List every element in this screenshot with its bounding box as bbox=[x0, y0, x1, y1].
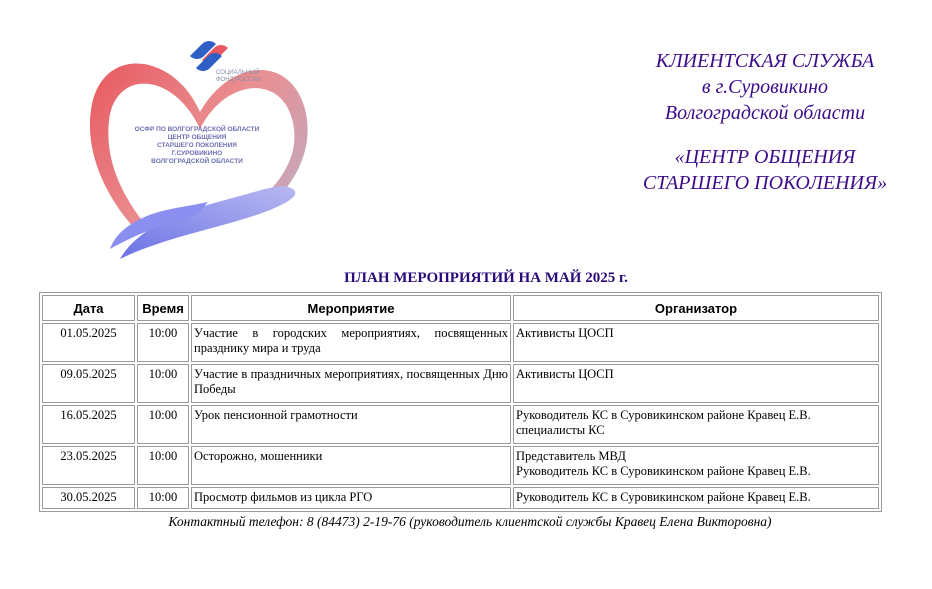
column-header-organizer: Организатор bbox=[513, 295, 879, 321]
event-organizer bbox=[513, 364, 879, 403]
title-line-2: в г.Суровикино bbox=[701, 76, 829, 98]
organizer-line: Руководитель КС в Суровикинском районе Кравец Е.В. bbox=[516, 408, 811, 422]
brand-line-2: ФОНД РОССИИ bbox=[216, 77, 262, 83]
event-organizer bbox=[513, 487, 879, 509]
event-title: Просмотр фильмов из цикла РГО bbox=[191, 487, 511, 509]
brand-name bbox=[216, 70, 261, 84]
column-header-event: Мероприятие bbox=[191, 295, 511, 321]
event-title: Осторожно, мошенники bbox=[191, 446, 511, 485]
contact-phone: Контактный телефон: 8 (84473) 2-19-76 (руководитель клиентской службы Кравец Елена Викторовна) bbox=[168, 514, 772, 529]
title-line-4: «ЦЕНТР ОБЩЕНИЯ bbox=[674, 146, 856, 168]
title-line-1: КЛИЕНТСКАЯ СЛУЖБА bbox=[655, 50, 875, 72]
logo-line-3: СТАРШЕГО ПОКОЛЕНИЯ bbox=[157, 142, 237, 149]
event-time: 10:00 bbox=[137, 364, 189, 403]
event-organizer bbox=[513, 446, 879, 485]
event-time: 10:00 bbox=[137, 446, 189, 485]
logo-line-4: Г.СУРОВИКИНО bbox=[171, 150, 223, 157]
service-title bbox=[600, 48, 930, 196]
center-logo bbox=[80, 34, 320, 266]
events-table bbox=[39, 292, 882, 512]
event-time: 10:00 bbox=[137, 487, 189, 509]
event-date: 30.05.2025 bbox=[42, 487, 135, 509]
event-organizer bbox=[513, 405, 879, 444]
organizer-line: Представитель МВД bbox=[516, 449, 626, 463]
event-time: 10:00 bbox=[137, 323, 189, 362]
title-line-5: СТАРШЕГО ПОКОЛЕНИЯ» bbox=[642, 172, 888, 194]
event-organizer bbox=[513, 323, 879, 362]
event-title: Участие в городских мероприятиях, посвященных празднику мира и труда bbox=[191, 323, 511, 362]
event-title: Участие в праздничных мероприятиях, посвященных Дню Победы bbox=[191, 364, 511, 403]
event-date: 01.05.2025 bbox=[42, 323, 135, 362]
event-date: 16.05.2025 bbox=[42, 405, 135, 444]
title-line-3: Волгоградской области bbox=[664, 102, 866, 124]
event-time: 10:00 bbox=[137, 405, 189, 444]
table-row bbox=[42, 446, 879, 485]
table-row bbox=[42, 487, 879, 509]
organizer-line: Руководитель КС в Суровикинском районе Кравец Е.В. bbox=[516, 490, 811, 504]
organizer-line: Активисты ЦОСП bbox=[516, 326, 614, 340]
logo-line-2: ЦЕНТР ОБЩЕНИЯ bbox=[167, 134, 227, 141]
brand-line-1: СОЦИАЛЬНЫЙ bbox=[216, 70, 260, 76]
event-date: 23.05.2025 bbox=[42, 446, 135, 485]
event-title: Урок пенсионной грамотности bbox=[191, 405, 511, 444]
table-row bbox=[42, 405, 879, 444]
table-header-row bbox=[42, 295, 879, 321]
logo-line-1: ОСФР ПО ВОЛГОГРАДСКОЙ ОБЛАСТИ bbox=[134, 126, 260, 133]
column-header-time: Время bbox=[137, 295, 189, 321]
organizer-line: Руководитель КС в Суровикинском районе Кравец Е.В. bbox=[516, 464, 811, 478]
table-row bbox=[42, 364, 879, 403]
logo-line-5: ВОЛГОГРАДСКОЙ ОБЛАСТИ bbox=[151, 158, 243, 165]
organizer-line: специалисты КС bbox=[516, 423, 605, 437]
organizer-line: Активисты ЦОСП bbox=[516, 367, 614, 381]
plan-heading: ПЛАН МЕРОПРИЯТИЙ НА МАЙ 2025 г. bbox=[344, 270, 628, 286]
logo-caption bbox=[122, 126, 272, 166]
table-row bbox=[42, 323, 879, 362]
column-header-date: Дата bbox=[42, 295, 135, 321]
event-date: 09.05.2025 bbox=[42, 364, 135, 403]
